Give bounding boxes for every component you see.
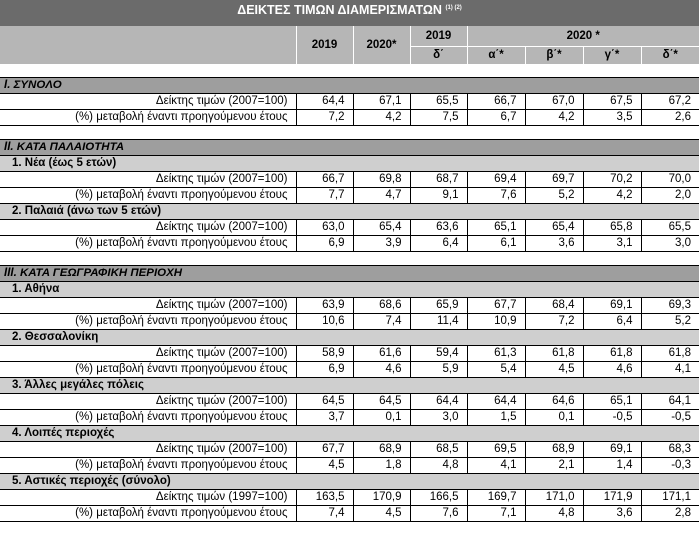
value-cell: 1,4 <box>583 458 641 474</box>
group-header <box>0 330 699 346</box>
value-cell: 61,3 <box>467 346 525 362</box>
value-cell: 2,6 <box>641 110 699 126</box>
row-label: Δείκτης τιμών (2007=100) <box>0 298 296 314</box>
value-cell: 1,8 <box>353 458 410 474</box>
spacer-row <box>0 64 699 78</box>
value-cell: 68,3 <box>641 442 699 458</box>
table-row <box>0 236 699 252</box>
value-cell: 5,4 <box>467 362 525 378</box>
section-header <box>0 266 699 282</box>
value-cell: 61,8 <box>525 346 583 362</box>
value-cell: 5,2 <box>641 314 699 330</box>
group-header-label: 2. Παλαιά (άνω των 5 ετών) <box>0 204 699 220</box>
value-cell: 67,1 <box>353 94 410 110</box>
value-cell: 7,4 <box>296 506 353 522</box>
value-cell: 66,7 <box>467 94 525 110</box>
value-cell: 63,9 <box>296 298 353 314</box>
value-cell: 64,6 <box>525 394 583 410</box>
value-cell: 0,1 <box>525 410 583 426</box>
table-row <box>0 490 699 506</box>
value-cell: 68,4 <box>525 298 583 314</box>
value-cell: 3,0 <box>641 236 699 252</box>
value-cell: 65,4 <box>525 220 583 236</box>
value-cell: 166,5 <box>410 490 467 506</box>
value-cell: 7,5 <box>410 110 467 126</box>
row-label: (%) μεταβολή έναντι προηγούμενου έτους <box>0 110 296 126</box>
value-cell: 4,1 <box>467 458 525 474</box>
value-cell: 64,4 <box>296 94 353 110</box>
value-cell: 63,6 <box>410 220 467 236</box>
value-cell: 171,1 <box>641 490 699 506</box>
value-cell: 1,5 <box>467 410 525 426</box>
value-cell: 3,0 <box>410 410 467 426</box>
value-cell: 3,1 <box>583 236 641 252</box>
section-header-label: II. ΚΑΤΑ ΠΑΛΑΙΟΤΗΤΑ <box>0 140 699 156</box>
value-cell: 64,4 <box>410 394 467 410</box>
value-cell: 5,2 <box>525 188 583 204</box>
value-cell: 6,7 <box>467 110 525 126</box>
table-row <box>0 442 699 458</box>
value-cell: 7,7 <box>296 188 353 204</box>
table-title: ΔΕΙΚΤΕΣ ΤΙΜΩΝ ΔΙΑΜΕΡΙΣΜΑΤΩΝ $^{(1) (2)}$ <box>0 0 699 26</box>
row-label: (%) μεταβολή έναντι προηγούμενου έτους <box>0 236 296 252</box>
value-cell: 9,1 <box>410 188 467 204</box>
value-cell: 7,6 <box>410 506 467 522</box>
value-cell: 10,6 <box>296 314 353 330</box>
value-cell: 4,5 <box>353 506 410 522</box>
value-cell: 3,6 <box>525 236 583 252</box>
value-cell: 63,0 <box>296 220 353 236</box>
table-row <box>0 458 699 474</box>
value-cell: 69,1 <box>583 298 641 314</box>
value-cell: 2,1 <box>525 458 583 474</box>
value-cell: 6,9 <box>296 362 353 378</box>
value-cell: 58,9 <box>296 346 353 362</box>
spacer-cell <box>0 126 699 140</box>
value-cell: 7,4 <box>353 314 410 330</box>
value-cell: 69,1 <box>583 442 641 458</box>
value-cell: -0,5 <box>583 410 641 426</box>
value-cell: 4,2 <box>583 188 641 204</box>
value-cell: 64,5 <box>296 394 353 410</box>
row-label: Δείκτης τιμών (2007=100) <box>0 172 296 188</box>
group-header-label: 4. Λοιπές περιοχές <box>0 426 699 442</box>
header-quarter: α΄* <box>467 47 525 65</box>
section-header-label: I. ΣΥΝΟΛΟ <box>0 78 699 94</box>
section-header <box>0 78 699 94</box>
value-cell: 67,7 <box>467 298 525 314</box>
value-cell: 68,9 <box>525 442 583 458</box>
spacer-cell <box>0 64 699 78</box>
row-label: (%) μεταβολή έναντι προηγούμενου έτους <box>0 362 296 378</box>
header-quarter: β΄* <box>525 47 583 65</box>
value-cell: 3,5 <box>583 110 641 126</box>
table-row <box>0 362 699 378</box>
group-header-label: 3. Άλλες μεγάλες πόλεις <box>0 378 699 394</box>
group-header-label: 1. Νέα (έως 5 ετών) <box>0 156 699 172</box>
row-label: Δείκτης τιμών (1997=100) <box>0 490 296 506</box>
value-cell: 4,2 <box>525 110 583 126</box>
value-cell: 64,4 <box>467 394 525 410</box>
value-cell: -0,5 <box>641 410 699 426</box>
value-cell: 64,1 <box>641 394 699 410</box>
spacer-cell <box>0 252 699 266</box>
value-cell: 4,5 <box>296 458 353 474</box>
value-cell: 61,6 <box>353 346 410 362</box>
value-cell: 7,2 <box>525 314 583 330</box>
value-cell: 170,9 <box>353 490 410 506</box>
value-cell: 66,7 <box>296 172 353 188</box>
value-cell: 4,8 <box>525 506 583 522</box>
value-cell: 2,0 <box>641 188 699 204</box>
value-cell: 64,5 <box>353 394 410 410</box>
header-quarter: δ΄* <box>641 47 699 65</box>
group-header <box>0 426 699 442</box>
title-footnote-refs: (1) (2) <box>445 5 462 11</box>
value-cell: 68,7 <box>410 172 467 188</box>
value-cell: 65,8 <box>583 220 641 236</box>
value-cell: 67,0 <box>525 94 583 110</box>
group-header <box>0 474 699 490</box>
value-cell: 163,5 <box>296 490 353 506</box>
row-label: Δείκτης τιμών (2007=100) <box>0 94 296 110</box>
value-cell: 65,1 <box>583 394 641 410</box>
value-cell: 69,5 <box>467 442 525 458</box>
section-header-label: III. ΚΑΤΑ ΓΕΩΓΡΑΦΙΚΗ ΠΕΡΙΟΧΗ <box>0 266 699 282</box>
row-label: Δείκτης τιμών (2007=100) <box>0 394 296 410</box>
value-cell: 6,4 <box>583 314 641 330</box>
value-cell: 10,9 <box>467 314 525 330</box>
value-cell: 6,1 <box>467 236 525 252</box>
table-row <box>0 220 699 236</box>
group-header-label: 1. Αθήνα <box>0 282 699 298</box>
table-row <box>0 314 699 330</box>
value-cell: 67,5 <box>583 94 641 110</box>
value-cell: 4,7 <box>353 188 410 204</box>
row-label: Δείκτης τιμών (2007=100) <box>0 346 296 362</box>
header-year-2020: 2020* <box>353 26 410 64</box>
value-cell: 2,8 <box>641 506 699 522</box>
value-cell: 5,9 <box>410 362 467 378</box>
value-cell: 59,4 <box>410 346 467 362</box>
value-cell: 70,0 <box>641 172 699 188</box>
value-cell: 171,0 <box>525 490 583 506</box>
value-cell: 4,5 <box>525 362 583 378</box>
value-cell: 61,8 <box>641 346 699 362</box>
value-cell: 65,4 <box>353 220 410 236</box>
table-row <box>0 110 699 126</box>
value-cell: 69,7 <box>525 172 583 188</box>
header-quarter: γ΄* <box>583 47 641 65</box>
value-cell: 69,4 <box>467 172 525 188</box>
group-header <box>0 156 699 172</box>
value-cell: 7,1 <box>467 506 525 522</box>
value-cell: 11,4 <box>410 314 467 330</box>
price-index-table <box>0 26 699 522</box>
value-cell: 65,9 <box>410 298 467 314</box>
row-label: (%) μεταβολή έναντι προηγούμενου έτους <box>0 410 296 426</box>
value-cell: 4,6 <box>353 362 410 378</box>
section-header <box>0 140 699 156</box>
value-cell: 4,6 <box>583 362 641 378</box>
value-cell: 67,2 <box>641 94 699 110</box>
value-cell: 3,7 <box>296 410 353 426</box>
row-label: Δείκτης τιμών (2007=100) <box>0 442 296 458</box>
row-label: (%) μεταβολή έναντι προηγούμενου έτους <box>0 314 296 330</box>
value-cell: 3,9 <box>353 236 410 252</box>
group-header <box>0 204 699 220</box>
value-cell: 7,2 <box>296 110 353 126</box>
group-header <box>0 282 699 298</box>
value-cell: 65,1 <box>467 220 525 236</box>
spacer-row <box>0 252 699 266</box>
header-quarter-year-2019: 2019 <box>410 26 467 47</box>
value-cell: 68,9 <box>353 442 410 458</box>
value-cell: 69,8 <box>353 172 410 188</box>
value-cell: 6,9 <box>296 236 353 252</box>
value-cell: 65,5 <box>410 94 467 110</box>
value-cell: 70,2 <box>583 172 641 188</box>
group-header <box>0 378 699 394</box>
value-cell: 3,6 <box>583 506 641 522</box>
value-cell: 68,6 <box>353 298 410 314</box>
value-cell: 6,4 <box>410 236 467 252</box>
table-row <box>0 94 699 110</box>
table-row <box>0 410 699 426</box>
value-cell: 4,1 <box>641 362 699 378</box>
value-cell: 4,2 <box>353 110 410 126</box>
table-row <box>0 346 699 362</box>
header-blank <box>0 26 296 64</box>
table-row <box>0 298 699 314</box>
value-cell: 169,7 <box>467 490 525 506</box>
value-cell: 67,7 <box>296 442 353 458</box>
row-label: (%) μεταβολή έναντι προηγούμενου έτους <box>0 506 296 522</box>
spacer-row <box>0 126 699 140</box>
value-cell: 7,6 <box>467 188 525 204</box>
header-quarter-year-2020: 2020 * <box>467 26 699 47</box>
table-row <box>0 188 699 204</box>
group-header-label: 2. Θεσσαλονίκη <box>0 330 699 346</box>
table-row <box>0 506 699 522</box>
value-cell: 68,5 <box>410 442 467 458</box>
group-header-label: 5. Αστικές περιοχές (σύνολο) <box>0 474 699 490</box>
table-row <box>0 172 699 188</box>
value-cell: 4,8 <box>410 458 467 474</box>
header-row-top <box>0 26 699 47</box>
value-cell: 69,3 <box>641 298 699 314</box>
value-cell: 171,9 <box>583 490 641 506</box>
row-label: (%) μεταβολή έναντι προηγούμενου έτους <box>0 188 296 204</box>
header-quarter: δ΄ <box>410 47 467 65</box>
header-year-2019: 2019 <box>296 26 353 64</box>
value-cell: 61,8 <box>583 346 641 362</box>
table-row <box>0 394 699 410</box>
row-label: Δείκτης τιμών (2007=100) <box>0 220 296 236</box>
value-cell: -0,3 <box>641 458 699 474</box>
value-cell: 65,5 <box>641 220 699 236</box>
value-cell: 0,1 <box>353 410 410 426</box>
row-label: (%) μεταβολή έναντι προηγούμενου έτους <box>0 458 296 474</box>
